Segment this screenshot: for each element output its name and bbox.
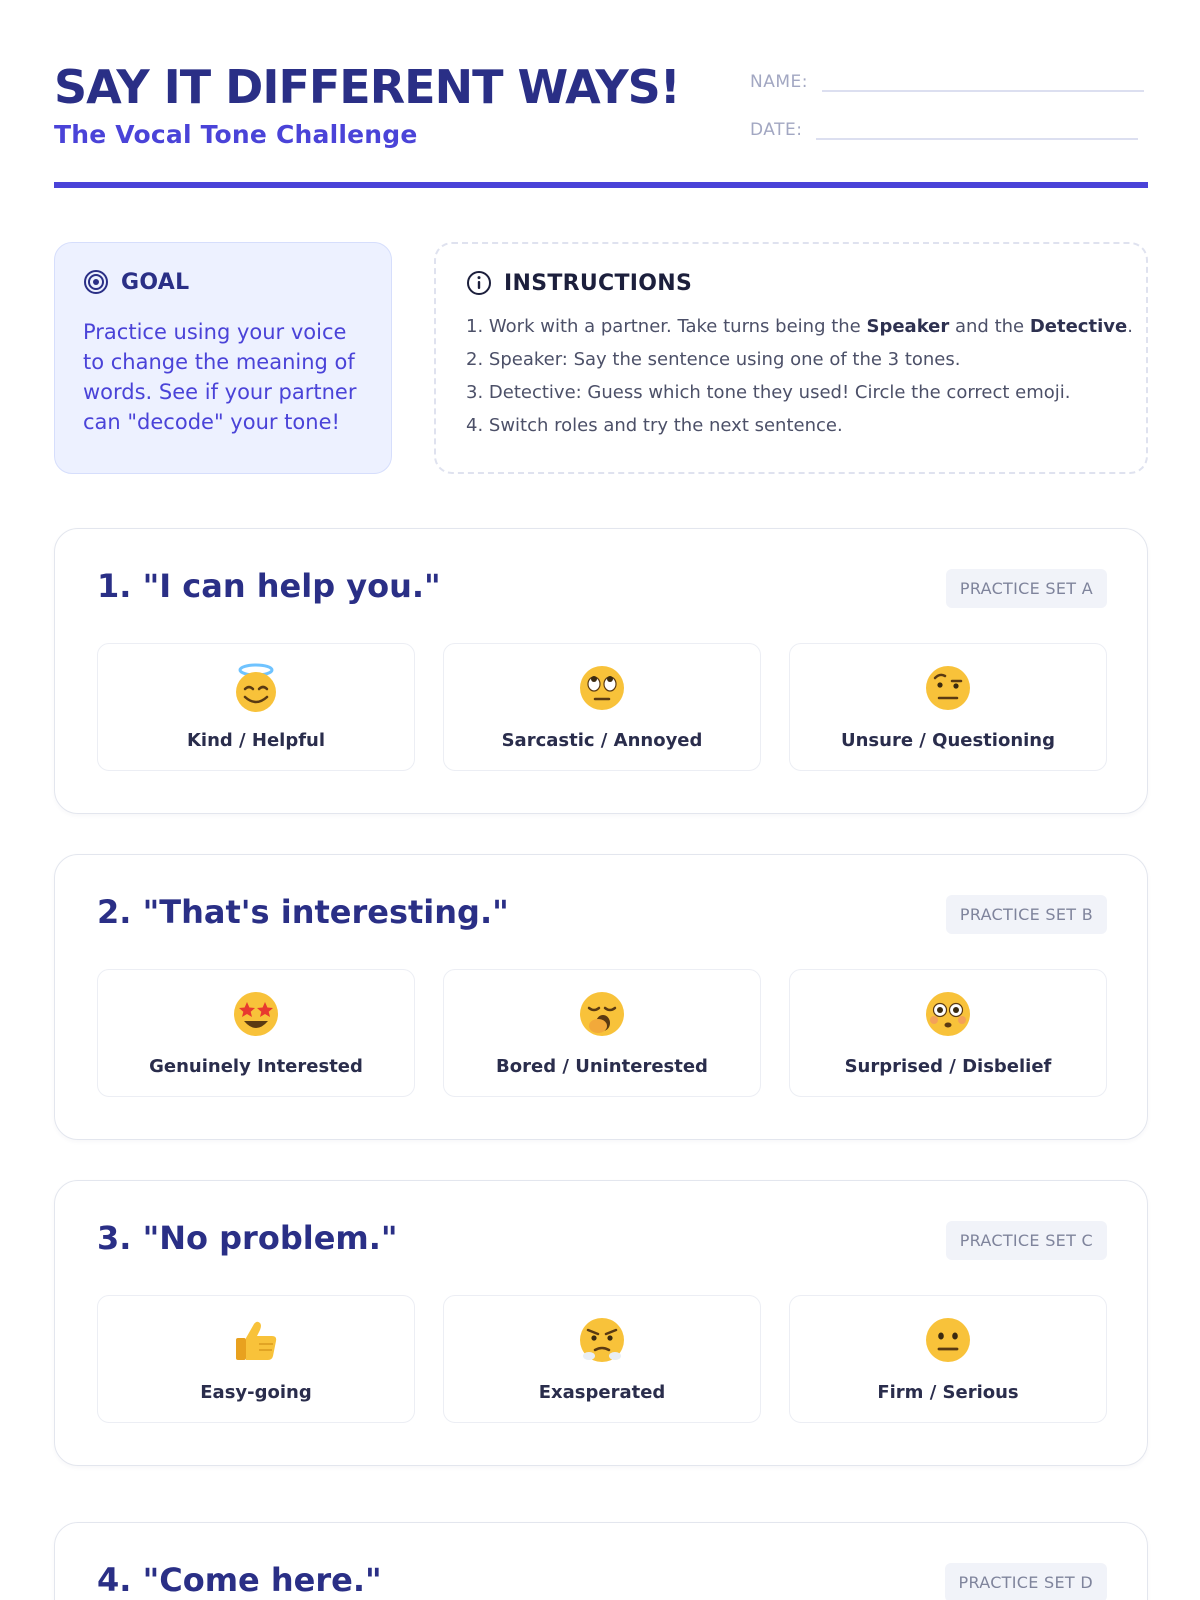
sentence-title: 1. "I can help you." (97, 567, 441, 605)
sentence-title: 4. "Come here." (97, 1561, 382, 1599)
practice-set-badge: PRACTICE SET C (946, 1221, 1107, 1260)
goal-box (54, 242, 392, 474)
raised-eyebrow-face-icon (922, 662, 974, 714)
practice-card (54, 528, 1148, 814)
step-text: . (1127, 316, 1133, 337)
tone-option[interactable] (97, 969, 415, 1097)
tone-label: Genuinely Interested (149, 1056, 363, 1077)
speaker-term: Speaker (866, 316, 950, 337)
tone-option[interactable] (789, 1295, 1107, 1423)
instructions-list (466, 310, 1133, 442)
instructions-box (434, 242, 1148, 474)
page-subtitle: The Vocal Tone Challenge (54, 120, 418, 149)
instruction-step: 2. Speaker: Say the sentence using one of the 3 tones. (466, 349, 961, 370)
tone-option[interactable] (789, 969, 1107, 1097)
instruction-step: 3. Detective: Guess which tone they used! Circle the correct emoji. (466, 382, 1071, 403)
sentence-title: 2. "That's interesting." (97, 893, 509, 931)
tone-option[interactable] (443, 1295, 761, 1423)
worksheet-header (54, 52, 1148, 188)
practice-set-badge: PRACTICE SET B (946, 895, 1107, 934)
instructions-heading: INSTRUCTIONS (504, 270, 693, 296)
tone-options (97, 643, 1107, 771)
thumbs-up-icon (230, 1314, 282, 1366)
tone-label: Firm / Serious (877, 1382, 1019, 1403)
instructions-heading-row (466, 270, 1116, 296)
date-line[interactable] (816, 116, 1138, 140)
tone-label: Sarcastic / Annoyed (501, 730, 703, 751)
detective-term: Detective (1029, 316, 1128, 337)
neutral-face-icon (922, 1314, 974, 1366)
tone-label: Exasperated (538, 1382, 666, 1403)
name-line[interactable] (822, 68, 1144, 92)
tone-option[interactable] (97, 643, 415, 771)
huffing-face-icon (576, 1314, 628, 1366)
flushed-face-icon (922, 988, 974, 1040)
eye-roll-face-icon (576, 662, 628, 714)
instruction-step: 4. Switch roles and try the next sentence. (466, 415, 843, 436)
tone-label: Surprised / Disbelief (844, 1056, 1052, 1077)
practice-set-badge: PRACTICE SET A (946, 569, 1107, 608)
step-number: 1. (466, 316, 484, 337)
tone-options (97, 969, 1107, 1097)
date-label: DATE: (750, 120, 803, 140)
tone-option[interactable] (97, 1295, 415, 1423)
tone-label: Kind / Helpful (186, 730, 326, 751)
instruction-step (466, 310, 1133, 343)
goal-text: Practice using your voice to change the meaning of words. See if your partner can "decode" your tone! (83, 320, 357, 434)
sentence-title: 3. "No problem." (97, 1219, 398, 1257)
name-field[interactable] (750, 68, 1144, 92)
step-text: and the (949, 316, 1030, 337)
tone-options (97, 1295, 1107, 1423)
tone-label: Unsure / Questioning (840, 730, 1055, 751)
goal-heading-row (83, 269, 363, 295)
tone-label: Easy-going (200, 1382, 312, 1403)
goal-heading: GOAL (121, 269, 190, 295)
step-text: Work with a partner. Take turns being the (488, 316, 867, 337)
tone-option[interactable] (789, 643, 1107, 771)
practice-card (54, 1180, 1148, 1466)
practice-set-badge: PRACTICE SET D (945, 1563, 1107, 1600)
star-struck-face-icon (230, 988, 282, 1040)
tone-option[interactable] (443, 643, 761, 771)
yawning-face-icon (576, 988, 628, 1040)
info-icon (466, 270, 492, 296)
tone-label: Bored / Uninterested (496, 1056, 708, 1077)
halo-face-icon (230, 662, 282, 714)
tone-option[interactable] (443, 969, 761, 1097)
target-icon (83, 269, 109, 295)
name-label: NAME: (750, 72, 808, 92)
practice-card (54, 1522, 1148, 1600)
page-title: SAY IT DIFFERENT WAYS! (54, 60, 680, 114)
date-field[interactable] (750, 116, 1138, 140)
practice-card (54, 854, 1148, 1140)
